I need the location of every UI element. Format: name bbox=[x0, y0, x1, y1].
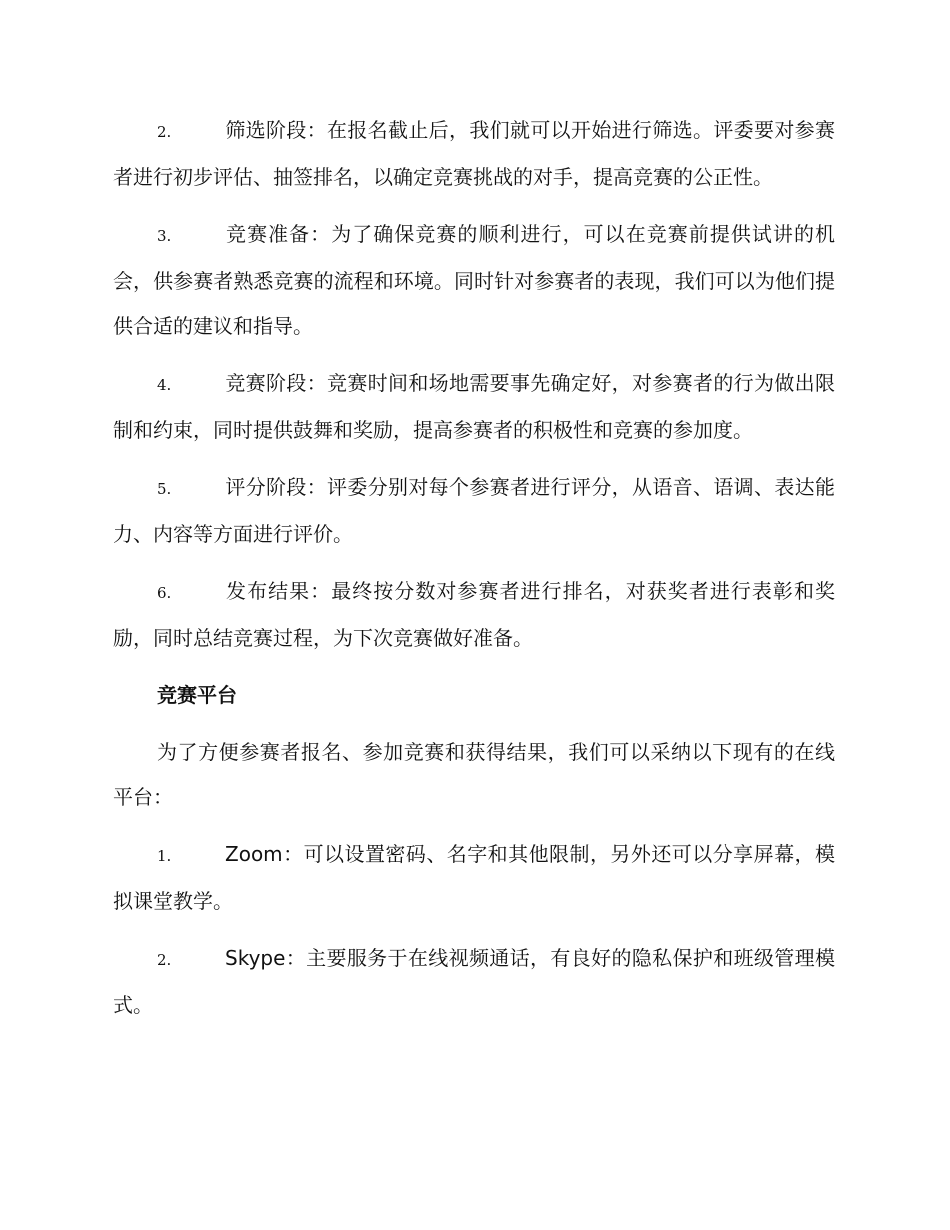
list-item-text: 竞赛准备：为了确保竞赛的顺利进行，可以在竞赛前提供试讲的机会，供参赛者熟悉竞赛的流程和环境。同时针对参赛者的表现，我们可以为他们提供合适的建议和指导。 bbox=[113, 222, 835, 338]
list-number: 2. bbox=[157, 951, 172, 969]
list-number: 4. bbox=[157, 376, 172, 394]
list-item-step-2 bbox=[113, 108, 835, 200]
list-number: 3. bbox=[157, 227, 172, 245]
list-item-text: 评分阶段：评委分别对每个参赛者进行评分，从语音、语调、表达能力、内容等方面进行评价。 bbox=[113, 475, 835, 546]
list-item-text: Skype：主要服务于在线视频通话，有良好的隐私保护和班级管理模式。 bbox=[113, 946, 835, 1017]
list-item-text: 发布结果：最终按分数对参赛者进行排名，对获奖者进行表彰和奖励，同时总结竞赛过程，为下次竞赛做好准备。 bbox=[113, 579, 835, 650]
list-item-platform-zoom bbox=[113, 832, 835, 924]
list-item-step-5 bbox=[113, 465, 835, 557]
list-number: 1. bbox=[157, 847, 172, 865]
list-item-text: 竞赛阶段：竞赛时间和场地需要事先确定好，对参赛者的行为做出限制和约束，同时提供鼓舞和奖励，提高参赛者的积极性和竞赛的参加度。 bbox=[113, 371, 835, 442]
list-item-platform-skype bbox=[113, 936, 835, 1028]
list-item-text: Zoom：可以设置密码、名字和其他限制，另外还可以分享屏幕，模拟课堂教学。 bbox=[113, 842, 835, 913]
list-item-text: 筛选阶段：在报名截止后，我们就可以开始进行筛选。评委要对参赛者进行初步评估、抽签排名，以确定竞赛挑战的对手，提高竞赛的公正性。 bbox=[113, 118, 835, 189]
section-heading-platform: 竞赛平台 bbox=[157, 683, 237, 707]
list-item-step-3 bbox=[113, 212, 835, 349]
document-body bbox=[113, 108, 835, 1040]
list-item-step-4 bbox=[113, 361, 835, 453]
list-number: 6. bbox=[157, 584, 172, 602]
list-item-step-6 bbox=[113, 569, 835, 661]
list-number: 2. bbox=[157, 123, 172, 141]
platform-intro-paragraph: 为了方便参赛者报名、参加竞赛和获得结果，我们可以采纳以下现有的在线平台： bbox=[113, 740, 835, 809]
list-number: 5. bbox=[157, 480, 172, 498]
